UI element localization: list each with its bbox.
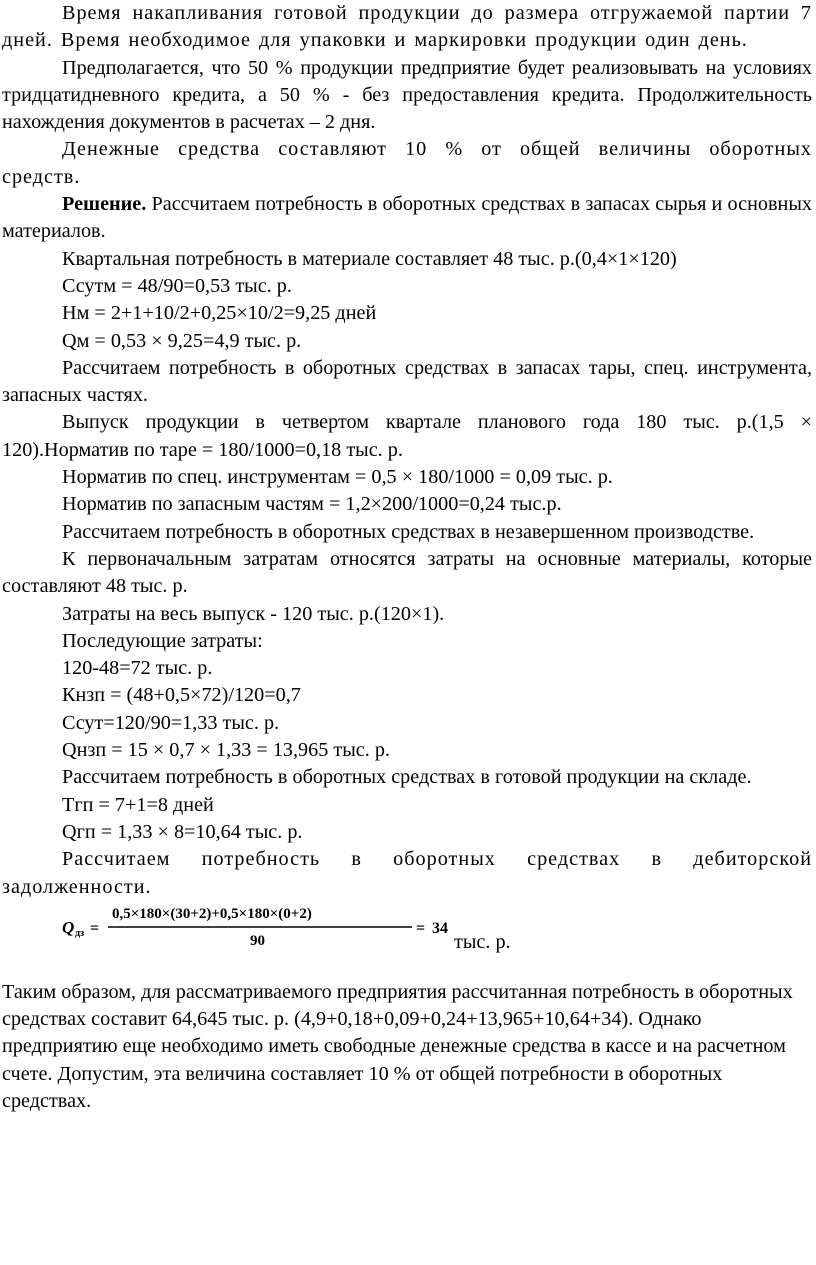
formula-denominator: 90 (250, 932, 265, 949)
line-spare-parts-norm: Норматив по запасным частям = 1,2×200/1000=0,24 тыс.р. (62, 493, 562, 516)
solution-text: Рассчитаем потребность в оборотных средствах в запасах сырья и основных материалов. (2, 193, 812, 243)
line-total-costs: Затраты на весь выпуск - 120 тыс. р.(120×1). (62, 602, 445, 625)
formula-result: 34 (432, 919, 448, 937)
line-daily-consumption: Ссутм = 48/90=0,53 тыс. р. (62, 274, 292, 297)
line-initial-costs: К первоначальным затратам относятся затраты на основные материалы, которые составляют 48 тыс. р. (2, 547, 812, 598)
paragraph-credit-terms: Предполагается, что 50 % продукции предприятие будет реализовывать на условиях тридцатидневного кредита, а 50 % - без предоставления кредита. Продолжительность нахождения документов в расчетах – 2 дня. (2, 56, 812, 134)
line-finished-goods-intro: Рассчитаем потребность в оборотных средствах в готовой продукции на складе. (62, 766, 752, 789)
receivables-formula (60, 903, 460, 949)
line-receivables-intro: Рассчитаем потребность в оборотных средствах в дебиторской задолженности. (2, 848, 812, 898)
formula-lhs: Q (62, 917, 75, 937)
receivables-formula-row (2, 903, 812, 951)
line-t-finished-goods: Тгп = 7+1=8 дней (62, 793, 214, 816)
line-daily-cost: Ссут=120/90=1,33 тыс. р. (62, 711, 280, 734)
line-tools-norm: Норматив по спец. инструментам = 0,5 × 180/1000 = 0,09 тыс. р. (62, 466, 613, 489)
line-quarterly-need: Квартальная потребность в материале составляет 48 тыс. р.(0,4×1×120) (62, 247, 677, 270)
line-wip-intro: Рассчитаем потребность в оборотных средствах в незавершенном производстве. (62, 520, 755, 543)
line-output-tare: Выпуск продукции в четвертом квартале планового года 180 тыс. р.(1,5 × 120).Норматив по таре = 180/1000=0,18 тыс. р. (2, 411, 812, 461)
line-q-finished-goods: Qгп = 1,33 × 8=10,64 тыс. р. (62, 820, 303, 843)
solution-label: Решение. (62, 193, 147, 216)
paragraph-cash-share: Денежные средства составляют 10 % от общей величины оборотных средств. (2, 138, 812, 188)
line-subsequent-costs: Последующие затраты: (62, 629, 263, 652)
formula-lhs-subscript: дз (75, 927, 85, 939)
line-q-wip: Qнзп = 15 × 0,7 × 1,33 = 13,965 тыс. р. (62, 739, 390, 762)
svg-text:=: = (416, 919, 426, 937)
paragraph-accumulation-time: Время накапливания готовой продукции до размера отгружаемой партии 7 дней. Время необходимое для упаковки и маркировки продукции один день. (2, 2, 812, 52)
line-q-materials: Qм = 0,53 × 9,25=4,9 тыс. р. (62, 329, 302, 352)
paragraph-solution (2, 191, 812, 246)
line-k-wip: Кнзп = (48+0,5×72)/120=0,7 (62, 684, 301, 707)
formula-unit: тыс. р. (454, 930, 511, 953)
line-subsequent-calc: 120-48=72 тыс. р. (62, 657, 213, 680)
line-norm-days: Нм = 2+1+10/2+0,25×10/2=9,25 дней (62, 302, 377, 325)
paragraph-conclusion: Таким образом, для рассматриваемого предприятия рассчитанная потребность в оборотных средствах составит 64,645 тыс. р. (4,9+0,18+0,09+0,24+13,965+10,64+34). Однако предприятию еще необходимо иметь свободные денежные средства в кассе и на расчетном счете. Допустим, эта величина составляет 10 % от общей потребности в оборотных средствах. (2, 980, 793, 1112)
formula-numerator: 0,5×180×(30+2)+0,5×180×(0+2) (112, 905, 312, 922)
line-tare-intro: Рассчитаем потребность в оборотных средствах в запасах тары, спец. инструмента, запасных частях. (2, 356, 812, 407)
svg-text:=: = (90, 919, 100, 937)
